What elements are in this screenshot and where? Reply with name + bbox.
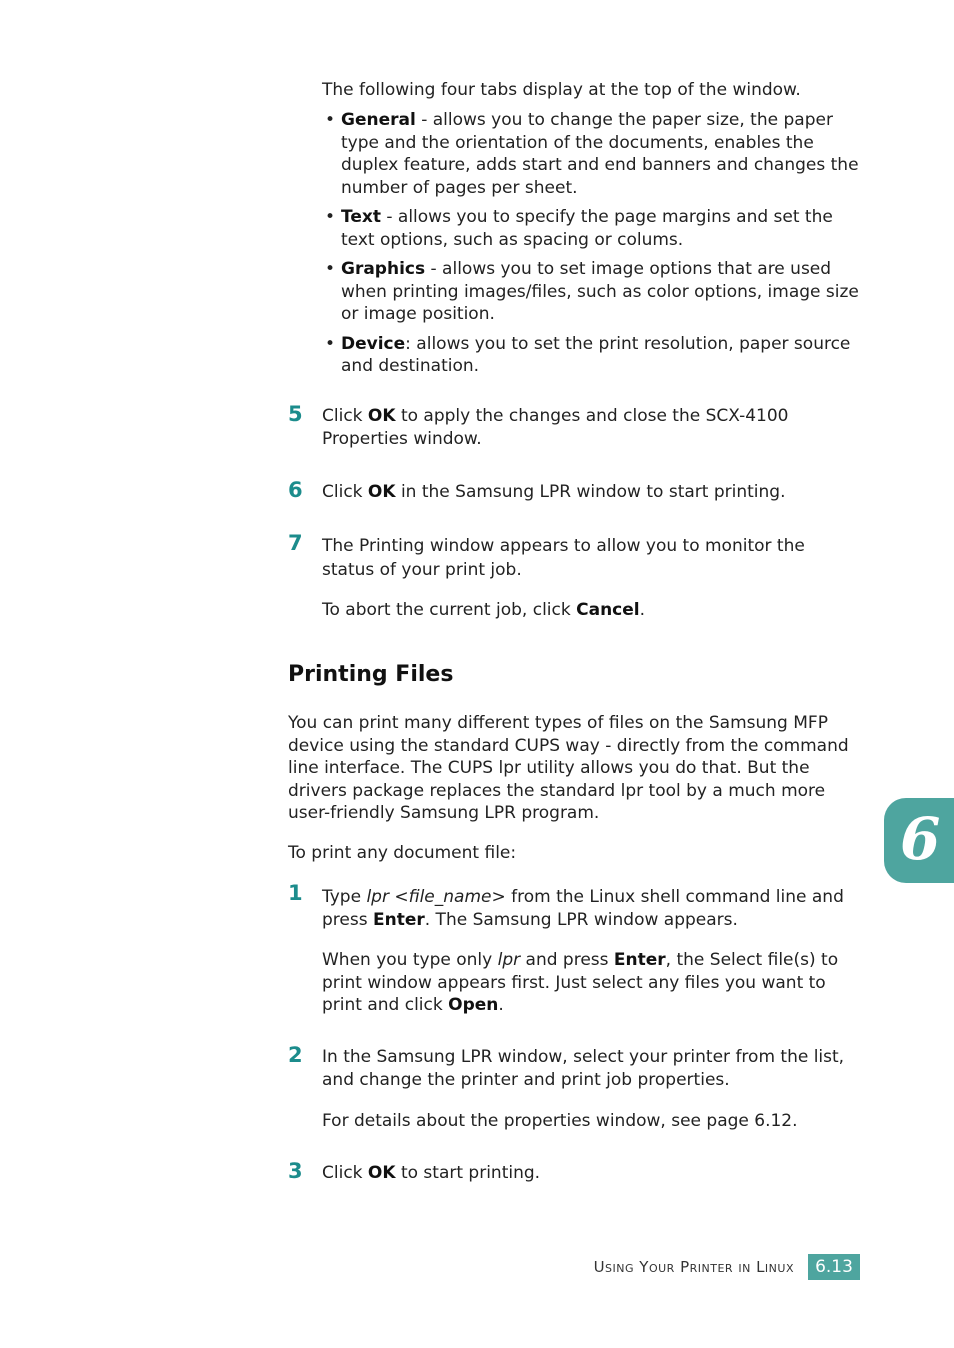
step-text: In the Samsung LPR window, select your printer from the list, and change the printer and print job properties. bbox=[322, 1047, 845, 1090]
step-text-part: in the Samsung LPR window to start printing. bbox=[395, 482, 786, 502]
page-number: 6.13 bbox=[808, 1254, 860, 1280]
step-number: 7 bbox=[288, 531, 303, 555]
step-number: 1 bbox=[288, 881, 303, 905]
note-part: To abort the current job, click bbox=[322, 600, 577, 620]
step-text-part: to start printing. bbox=[395, 1163, 541, 1183]
list-item bbox=[322, 206, 862, 251]
note-part: When you type only bbox=[322, 950, 498, 970]
note-part: . bbox=[498, 995, 504, 1015]
description: - allows you to set image options that are used when printing images/files, such as color options, image size or image position. bbox=[341, 259, 859, 324]
term: Graphics bbox=[341, 259, 426, 279]
enter-label: Enter bbox=[613, 950, 666, 970]
section-lead: To print any document file: bbox=[288, 843, 517, 863]
term: Device bbox=[341, 333, 406, 354]
bullet: • bbox=[325, 110, 336, 130]
enter-label: Enter bbox=[372, 910, 425, 930]
section-paragraph: You can print many different types of files on the Samsung MFP device using the standard CUPS way - directly from the command line interface. The CUPS lpr utility allows you do that. But the drivers package replaces the standard lpr tool by a much more user-friendly Samsung LPR program. bbox=[288, 713, 849, 823]
ok-label: OK bbox=[367, 406, 396, 426]
command-text: lpr bbox=[497, 950, 521, 970]
step-note bbox=[322, 949, 852, 1017]
step-number: 3 bbox=[288, 1159, 303, 1183]
description: - allows you to specify the page margins and set the text options, such as spacing or colums. bbox=[341, 207, 833, 250]
ok-label: OK bbox=[367, 1163, 396, 1183]
bullet: • bbox=[325, 259, 336, 279]
description: : allows you to set the print resolution, paper source and destination. bbox=[341, 333, 851, 376]
step-text-part: to apply the changes and close the SCX-4100 Properties window. bbox=[322, 406, 789, 449]
bullet: • bbox=[325, 207, 336, 227]
footer-title: Using Your Printer in Linux bbox=[593, 1258, 794, 1276]
description: - allows you to change the paper size, the paper type and the orientation of the documents, enables the duplex feature, adds start and end banners and changes the number of pages per sheet. bbox=[341, 110, 859, 198]
step-text bbox=[322, 405, 852, 450]
term: Text bbox=[341, 207, 381, 227]
note-part: . bbox=[639, 600, 646, 620]
command-text: lpr <file_name> bbox=[366, 887, 506, 907]
step-text-part: Click bbox=[322, 406, 368, 426]
step-number: 5 bbox=[288, 402, 303, 426]
step-text-part: Click bbox=[322, 482, 368, 502]
step-number: 2 bbox=[288, 1043, 303, 1067]
step-text bbox=[322, 481, 852, 504]
step-text bbox=[322, 1162, 852, 1185]
list-item bbox=[322, 333, 862, 378]
tab-description-list bbox=[322, 109, 862, 385]
step-text bbox=[322, 886, 852, 932]
step-text-part: Type bbox=[322, 887, 367, 907]
section-heading: Printing Files bbox=[288, 662, 454, 687]
chapter-number: 6 bbox=[900, 805, 941, 873]
step-text: The Printing window appears to allow you to monitor the status of your print job. bbox=[322, 536, 805, 580]
bullet: • bbox=[325, 333, 336, 354]
chapter-tab bbox=[884, 798, 954, 883]
cancel-label: Cancel bbox=[576, 600, 640, 620]
step-note bbox=[322, 599, 852, 622]
step-number: 6 bbox=[288, 478, 303, 502]
open-label: Open bbox=[448, 995, 499, 1015]
step-text-part: Click bbox=[322, 1163, 368, 1183]
note-part: , the Select file(s) to print window appears first. Just select any files you want to print and click bbox=[322, 950, 839, 1015]
term: General bbox=[341, 110, 416, 130]
step-text-part: . The Samsung LPR window appears. bbox=[424, 910, 738, 930]
step-note: For details about the properties window, see page 6.12. bbox=[322, 1111, 798, 1131]
step-text-part: from the Linux shell command line and press bbox=[322, 887, 844, 930]
ok-label: OK bbox=[367, 482, 396, 502]
list-item bbox=[322, 258, 862, 326]
list-item bbox=[322, 109, 862, 199]
intro-text: The following four tabs display at the top of the window. bbox=[322, 80, 801, 100]
note-part: and press bbox=[520, 950, 614, 970]
